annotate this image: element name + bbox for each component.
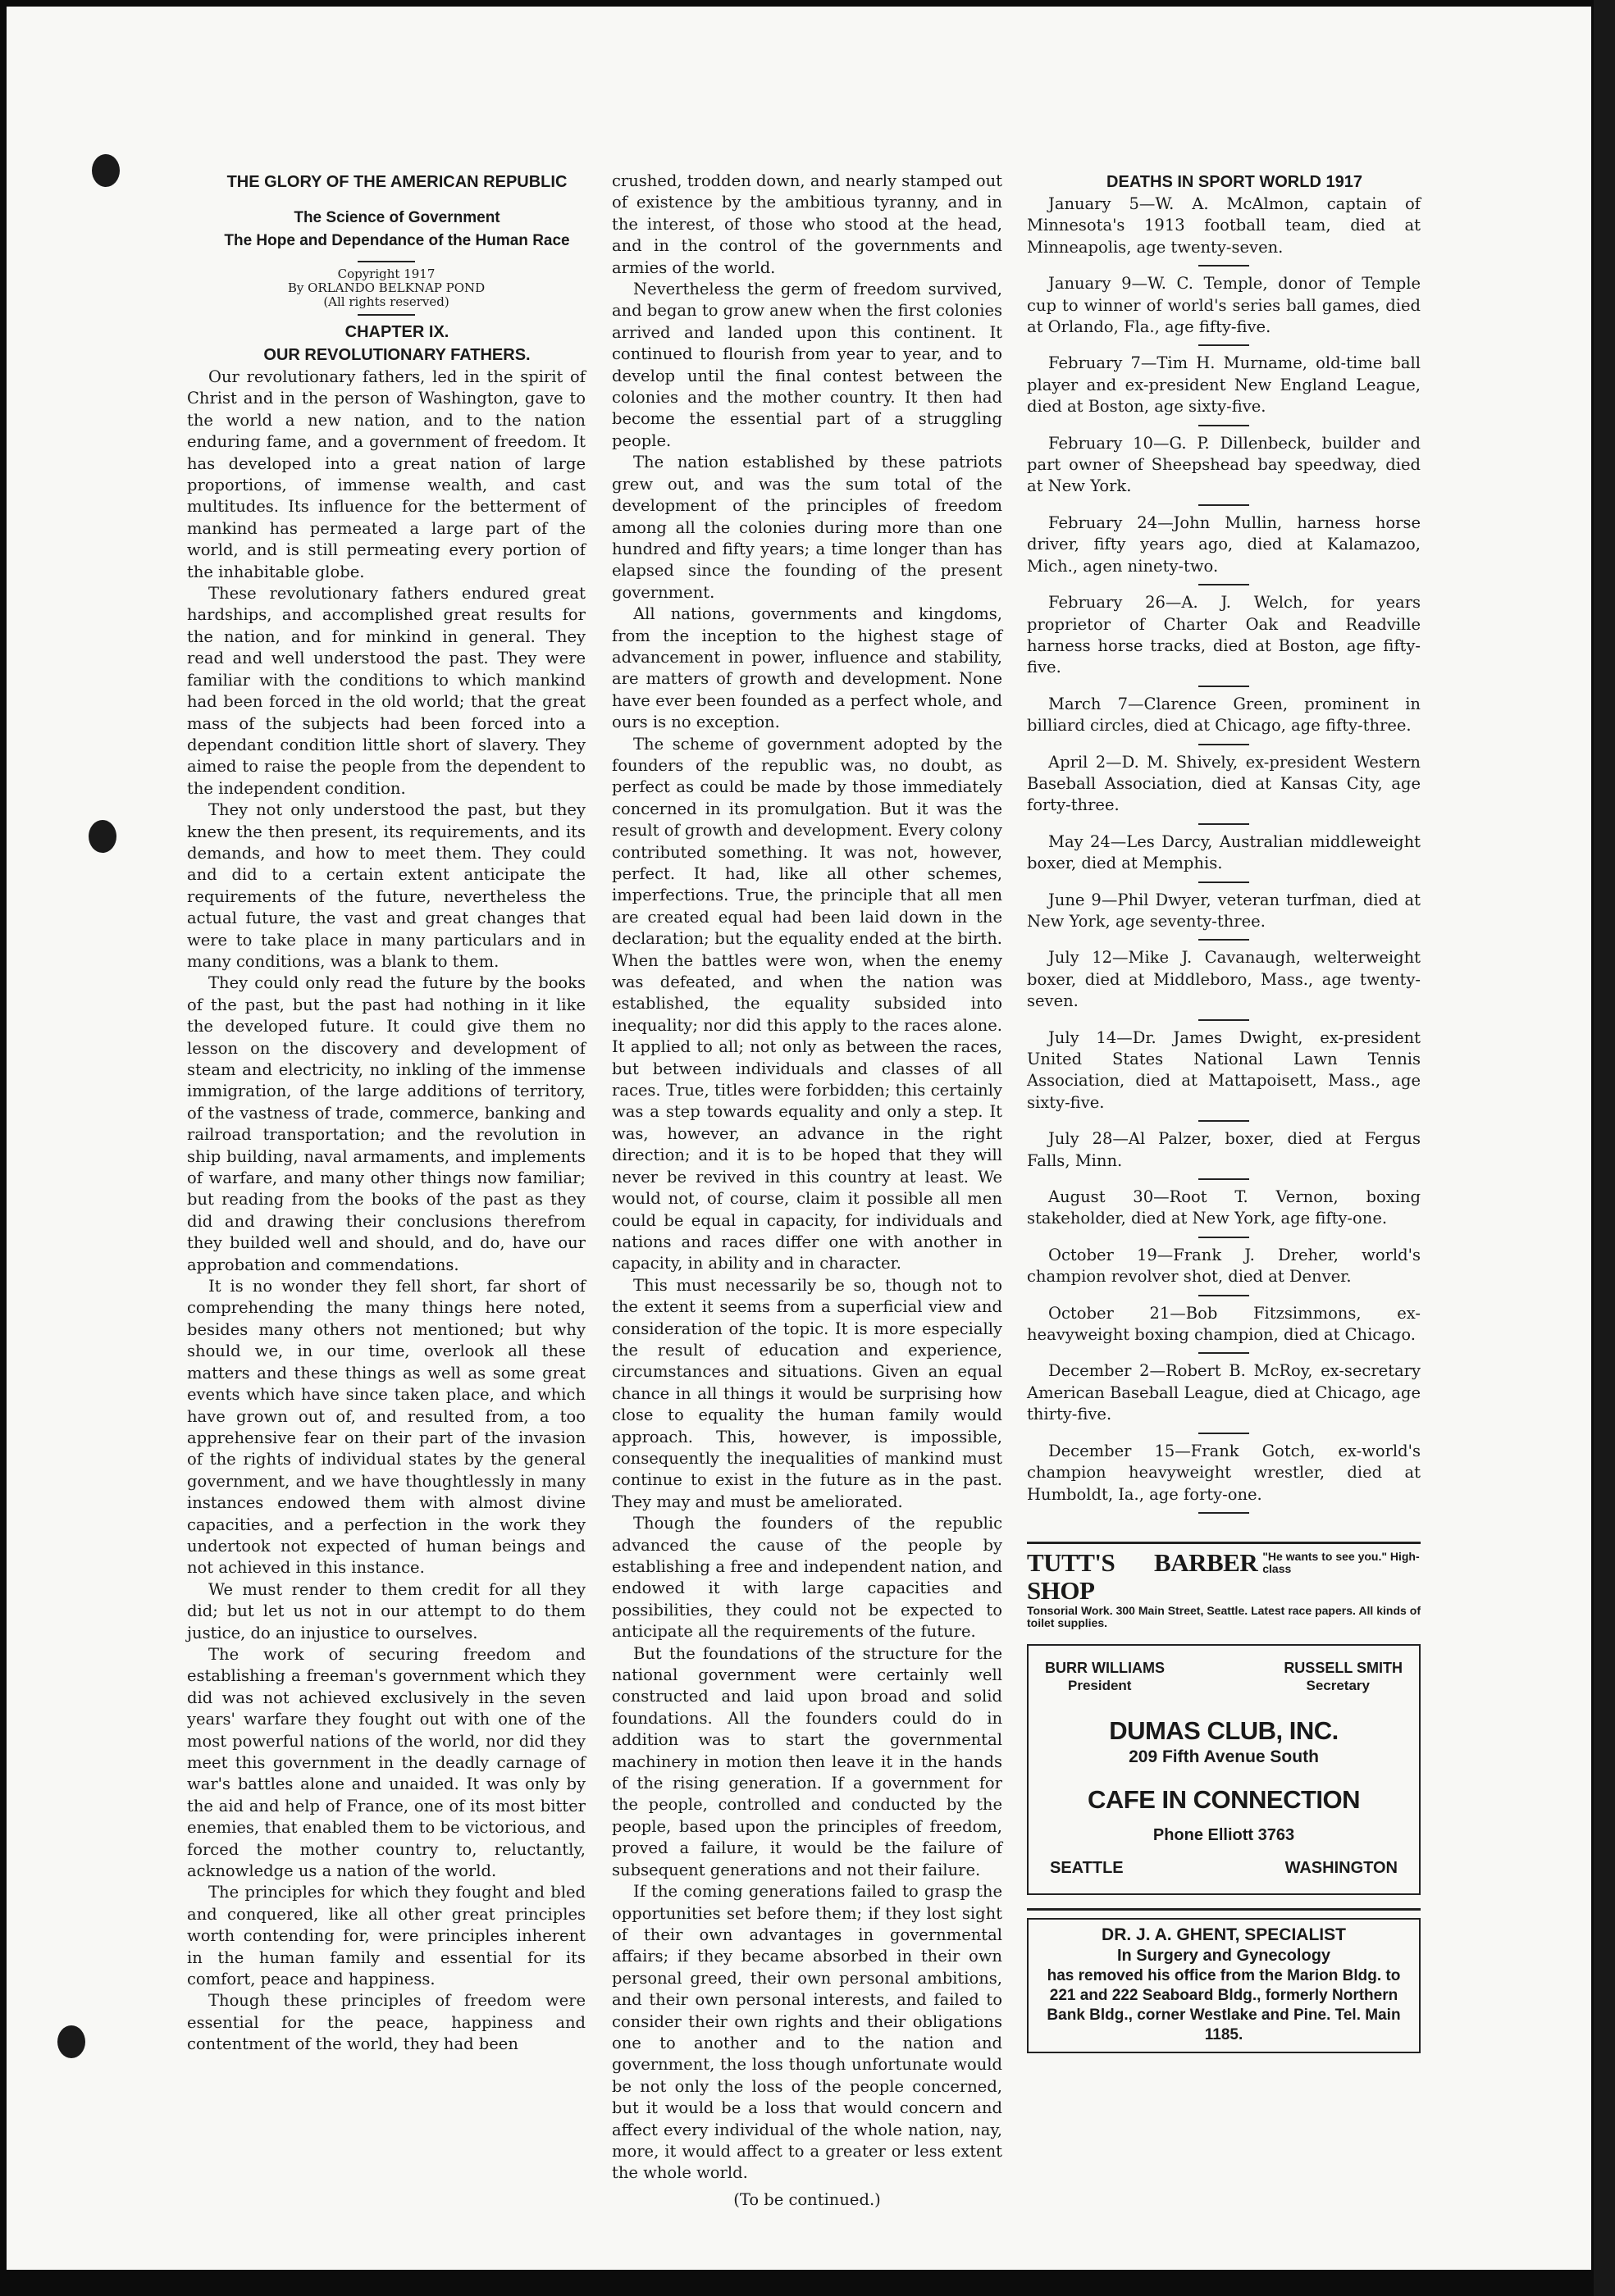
paragraph: The scheme of government adopted by the founders of the republic was, no doubt, as perfect as could be made by those immediately concerned in its promulgation. But it was the result of growth and development. Every colony contributed something. It was not, however, perfect. It had, like all other schemes, imperfections. True, the principle that all men are created equal had been laid down in the declaration; but the equality ended at the birth. When the battles were won, when the enemy was defeated, and when the nation was established, the equality subsided into inequality; nor did this apply to the races alone. It applied to all; not only as between the races, but between individuals and classes of all races. True, titles were forbidden; this certainly was a step towards equality and only a step. It was, however, an advance in the right direction; and it is to be hoped that they will never be revived in this country at least. We would not, of course, claim it possible all men could be equal in capacity, for individuals and nations and races differ one with another in capacity, in ability and in character. <box>612 734 1002 1273</box>
article-column-1 <box>187 171 586 2056</box>
tutt-ad-text: Tonsorial Work. 300 Main Street, Seattle. Latest race papers. All kinds of toilet supplies. <box>1027 1603 1421 1629</box>
divider <box>1198 1352 1249 1354</box>
dumas-club-ad <box>1027 1644 1421 1895</box>
paragraph: Our revolutionary fathers, led in the spirit of Christ and in the person of Washington, gave to the world a new nation, and to the nation enduring fame, and a government of freedom. It has developed into a great nation of large proportions, of immense wealth, and cast multitudes. Its influence for the betterment of mankind has permeated a large part of the world, and is still permeating every portion of the inhabitable globe. <box>187 367 586 581</box>
tutt-barber-ad <box>1027 1542 1421 1629</box>
deaths-heading: DEATHS IN SPORT WORLD 1917 <box>1106 173 1362 191</box>
death-entry: February 7—Tim H. Murname, old-time ball player and ex-president New England League, died at Boston, age sixty-five. <box>1027 353 1421 417</box>
paragraph: It is no wonder they fell short, far short of comprehending the many things here noted, besides many others not mentioned; but why should we, in our time, overlook all these matters and these things as well as some great events which have since taken place, and which have grown out of, and resulted from, a too apprehensive fear on their part of the invasion of the rights of individual states by the general government, and we have thoughtlessly in many instances endowed them with almost divine capacities, and a perfection in the work they undertook not expected of human beings and not achieved in this instance. <box>187 1277 586 1578</box>
article-column-2 <box>612 171 1002 2211</box>
article-subtitle-2: The Hope and Dependance of the Human Race <box>224 232 570 249</box>
tutt-ad-name: TUTT'S BARBER SHOP <box>1027 1547 1258 1605</box>
death-entry: February 24—John Mullin, harness horse driver, fifty years ago, died at Kalamazoo, Mich., agen ninety-two. <box>1027 512 1421 576</box>
divider <box>1198 1237 1249 1238</box>
death-entry: October 21—Bob Fitzsimmons, ex-heavyweight boxing champion, died at Chicago. <box>1027 1303 1421 1345</box>
ghent-text: has removed his office from the Marion Bldg. to 221 and 222 Seaboard Bldg., formerly Northern Bank Bldg., corner Westlake and Pine. Tel. Main 1185. <box>1047 1966 1401 2043</box>
death-entry: October 19—Frank J. Dreher, world's champion revolver shot, died at Denver. <box>1027 1245 1421 1287</box>
paragraph: The principles for which they fought and bled and conquered, like all other great principles worth contending for, were principles inherent in the human family and essential for its comfort, peace and happiness. <box>187 1883 586 1989</box>
paragraph: This must necessarily be so, though not to the extent it seems from a superficial view and consideration of the topic. It is more especially the result of education and experience, circumstances and situations. Given an equal chance in all things it would be surprising how close to equality the human family would approach. This, however, is impossible, consequently the inequalities of mankind must continue to exist in the future as in the past. They may and must be ameliorated. <box>612 1275 1002 1511</box>
death-entry: August 30—Root T. Vernon, boxing stakeholder, died at New York, age fifty-one. <box>1027 1187 1421 1228</box>
divider <box>1198 744 1249 745</box>
divider <box>1198 1512 1249 1514</box>
paragraph: Nevertheless the germ of freedom survived, and began to grow anew when the first colonies arrived and landed upon this continent. It continued to flourish from year to year, and to develop until the final contest between the colonies and the mother country. It then had become the essential part of a struggling people. <box>612 280 1002 450</box>
paragraph: Though these principles of freedom were essential for the peace, happiness and contentment of the world, they had been <box>187 1991 586 2054</box>
chapter-number: CHAPTER IX. <box>344 323 449 341</box>
article-subtitle: The Science of Government <box>294 209 500 226</box>
officer-2-title: Secretary <box>1306 1677 1370 1693</box>
paragraph: But the foundations of the structure for the national government were certainly well constructed and laid upon broad and solid foundations. All the founders could do in addition was to start the governmental machinery in motion then leave it in the hands of the rising generation. If a government for the people, controlled and conducted by the people, based upon the principles of freedom, proved a failure, it would be the failure of subsequent generations and not their failure. <box>612 1643 1002 1879</box>
divider <box>1198 504 1249 506</box>
officer-2-name: RUSSELL SMITH <box>1284 1659 1403 1676</box>
divider <box>1198 882 1249 883</box>
divider <box>1198 686 1249 687</box>
rights-notice: (All rights reserved) <box>323 294 449 309</box>
copyright-block <box>187 261 586 316</box>
divider <box>1198 265 1249 266</box>
paragraph: They could only read the future by the books of the past, but the past had nothing in it like the developed future. It could give them no lesson on the discovery and development of steam and electricity, no inkling of the immense immigration, of the large additions of territory, of the vastness of trade, commerce, banking and railroad transportation; and the revolution in ship building, naval armaments, and implements of warfare, and many other things now familiar; but reading from the books of the past as they did and drawing their conclusions therefrom they builded well and should, and do, have our approbation and commendations. <box>187 973 586 1274</box>
club-address: 209 Fifth Avenue South <box>1129 1747 1319 1766</box>
club-name: DUMAS CLUB, INC. <box>1109 1715 1339 1745</box>
death-entry: June 9—Phil Dwyer, veteran turfman, died at New York, age seventy-three. <box>1027 890 1421 931</box>
officer-1-title: President <box>1068 1677 1132 1693</box>
death-entry: March 7—Clarence Green, prominent in billiard circles, died at Chicago, age fifty-three. <box>1027 694 1421 736</box>
death-entry: July 12—Mike J. Cavanaugh, welterweight boxer, died at Middleboro, Mass., age twenty-seven. <box>1027 948 1421 1011</box>
tutt-ad-slogan: "He wants to see you." High-class <box>1262 1549 1420 1575</box>
cafe-notice: CAFE IN CONNECTION <box>1088 1784 1360 1814</box>
paragraph: They not only understood the past, but they knew the then present, its requirements, and its demands, and how to meet them. They could and did to a certain extent anticipate the requirements of the future, nevertheless the actual future, the vast and great changes that were to take place in many particulars and in many conditions, was a blank to them. <box>187 800 586 971</box>
officer-1-name: BURR WILLIAMS <box>1045 1659 1165 1676</box>
divider <box>1198 939 1249 941</box>
divider <box>1198 344 1249 346</box>
divider <box>1198 1019 1249 1021</box>
death-entry: May 24—Les Darcy, Australian middleweight boxer, died at Memphis. <box>1027 831 1421 873</box>
ghent-specialist-ad <box>1027 1918 1421 2053</box>
club-city: SEATTLE <box>1050 1858 1124 1877</box>
death-entry: December 15—Frank Gotch, ex-world's champion heavyweight wrestler, died at Humboldt, Ia., age forty-one. <box>1027 1441 1421 1504</box>
divider <box>1198 1295 1249 1296</box>
divider <box>1198 584 1249 585</box>
paragraph: The nation established by these patriots grew out, and was the sum total of the development of the principles of freedom among all the colonies during more than one hundred and fifty years; a time longer than has elapsed since the founding of the present government. <box>612 453 1002 602</box>
death-entry: February 10—G. P. Dillenbeck, builder and part owner of Sheepshead bay speedway, died at New York. <box>1027 433 1421 496</box>
divider <box>358 314 415 316</box>
divider <box>1198 1120 1249 1122</box>
paragraph: We must render to them credit for all they did; but let us not in our attempt to do them justice, do an injustice to ourselves. <box>187 1579 586 1642</box>
punch-hole <box>92 154 120 187</box>
continued-note: (To be continued.) <box>733 2189 881 2209</box>
divider <box>1198 1178 1249 1180</box>
sports-column <box>1027 171 1421 2053</box>
death-entry: July 28—Al Palzer, boxer, died at Fergus Falls, Minn. <box>1027 1129 1421 1170</box>
divider <box>1198 823 1249 825</box>
byline: By ORLANDO BELKNAP POND <box>287 280 486 295</box>
chapter-title: OUR REVOLUTIONARY FATHERS. <box>263 346 531 364</box>
death-entry: January 9—W. C. Temple, donor of Temple cup to winner of world's series ball games, died at Orlando, Fla., age fifty-five. <box>1027 274 1421 337</box>
divider <box>358 261 415 262</box>
scan-edge <box>1594 0 1615 2296</box>
death-entry: April 2—D. M. Shively, ex-president Western Baseball Association, died at Kansas City, age forty-three. <box>1027 752 1421 815</box>
paragraph: These revolutionary fathers endured great hardships, and accomplished great results for the nation, and for minkind in general. They read and well understood the past. They were familiar with the conditions to which mankind had been forced in the old world; that the great mass of the subjects had been forced into a dependant condition little short of slavery. They aimed to raise the people from the dependent to the independent condition. <box>187 584 586 798</box>
divider <box>1198 1433 1249 1434</box>
death-entry: December 2—Robert B. McRoy, ex-secretary American Baseball League, died at Chicago, age thirty-five. <box>1027 1361 1421 1424</box>
death-entry: January 5—W. A. McAlmon, captain of Minnesota's 1913 football team, died at Minneapolis, age twenty-seven. <box>1027 194 1421 257</box>
paragraph: All nations, governments and kingdoms, from the inception to the highest stage of advancement in power, influence and stability, are matters of growth and development. None have ever been founded as a perfect whole, and ours is no exception. <box>612 604 1002 732</box>
article-title: THE GLORY OF THE AMERICAN REPUBLIC <box>226 173 568 191</box>
divider <box>1027 1908 1421 1911</box>
death-entry: February 26—A. J. Welch, for years proprietor of Charter Oak and Readville harness horse tracks, died at Boston, age fifty-five. <box>1027 593 1421 677</box>
paragraph: The work of securing freedom and establishing a freeman's government which they did was not achieved exclusively in the seven years' warfare they fought out with one of the most powerful nations of the world, nor did they meet this government in the deadly carnage of war's battles alone and unaided. It was only by the aid and help of France, one of its most bitter enemies, that enabled them to be victorious, and forced the mother country to, reluctantly, acknowledge us a nation of the world. <box>187 1644 586 1881</box>
copyright: Copyright 1917 <box>337 266 436 281</box>
divider <box>1198 425 1249 426</box>
ghent-name: DR. J. A. GHENT, SPECIALIST <box>1102 1925 1346 1944</box>
paragraph: crushed, trodden down, and nearly stamped out of existence by the ambitious tyranny, and in the interest, of those who stood at the head, and in the control of the governments and armies of the world. <box>612 171 1002 277</box>
paragraph: Though the founders of the republic advanced the cause of the people by establishing a free and independent nation, and endowed it with large capacities and possibilities, they could not be expected to anticipate all the requirements of the future. <box>612 1514 1002 1642</box>
club-state: WASHINGTON <box>1284 1858 1398 1877</box>
punch-hole <box>57 2025 85 2058</box>
newspaper-page <box>7 7 1591 2270</box>
ghent-specialty: In Surgery and Gynecology <box>1116 1946 1331 1965</box>
club-phone: Phone Elliott 3763 <box>1152 1825 1295 1844</box>
paragraph: If the coming generations failed to grasp the opportunities set before them; if they lost sight of their own advantages in governmental affairs; if they became absorbed in their own personal greed, their own personal ambitions, and their own personal interests, and failed to consider their own rights and their obligations one to another and to the nation and government, the loss though unfortunate would be not only the loss of the people concerned, but it would be a loss that would concern and affect every individual of the whole nation, nay, more, it would affect to a greater or less extent the whole world. <box>612 1882 1002 2183</box>
punch-hole <box>89 820 116 853</box>
death-entry: July 14—Dr. James Dwight, ex-president United States National Lawn Tennis Association, died at Mattapoisett, Mass., age sixty-five. <box>1027 1027 1421 1112</box>
